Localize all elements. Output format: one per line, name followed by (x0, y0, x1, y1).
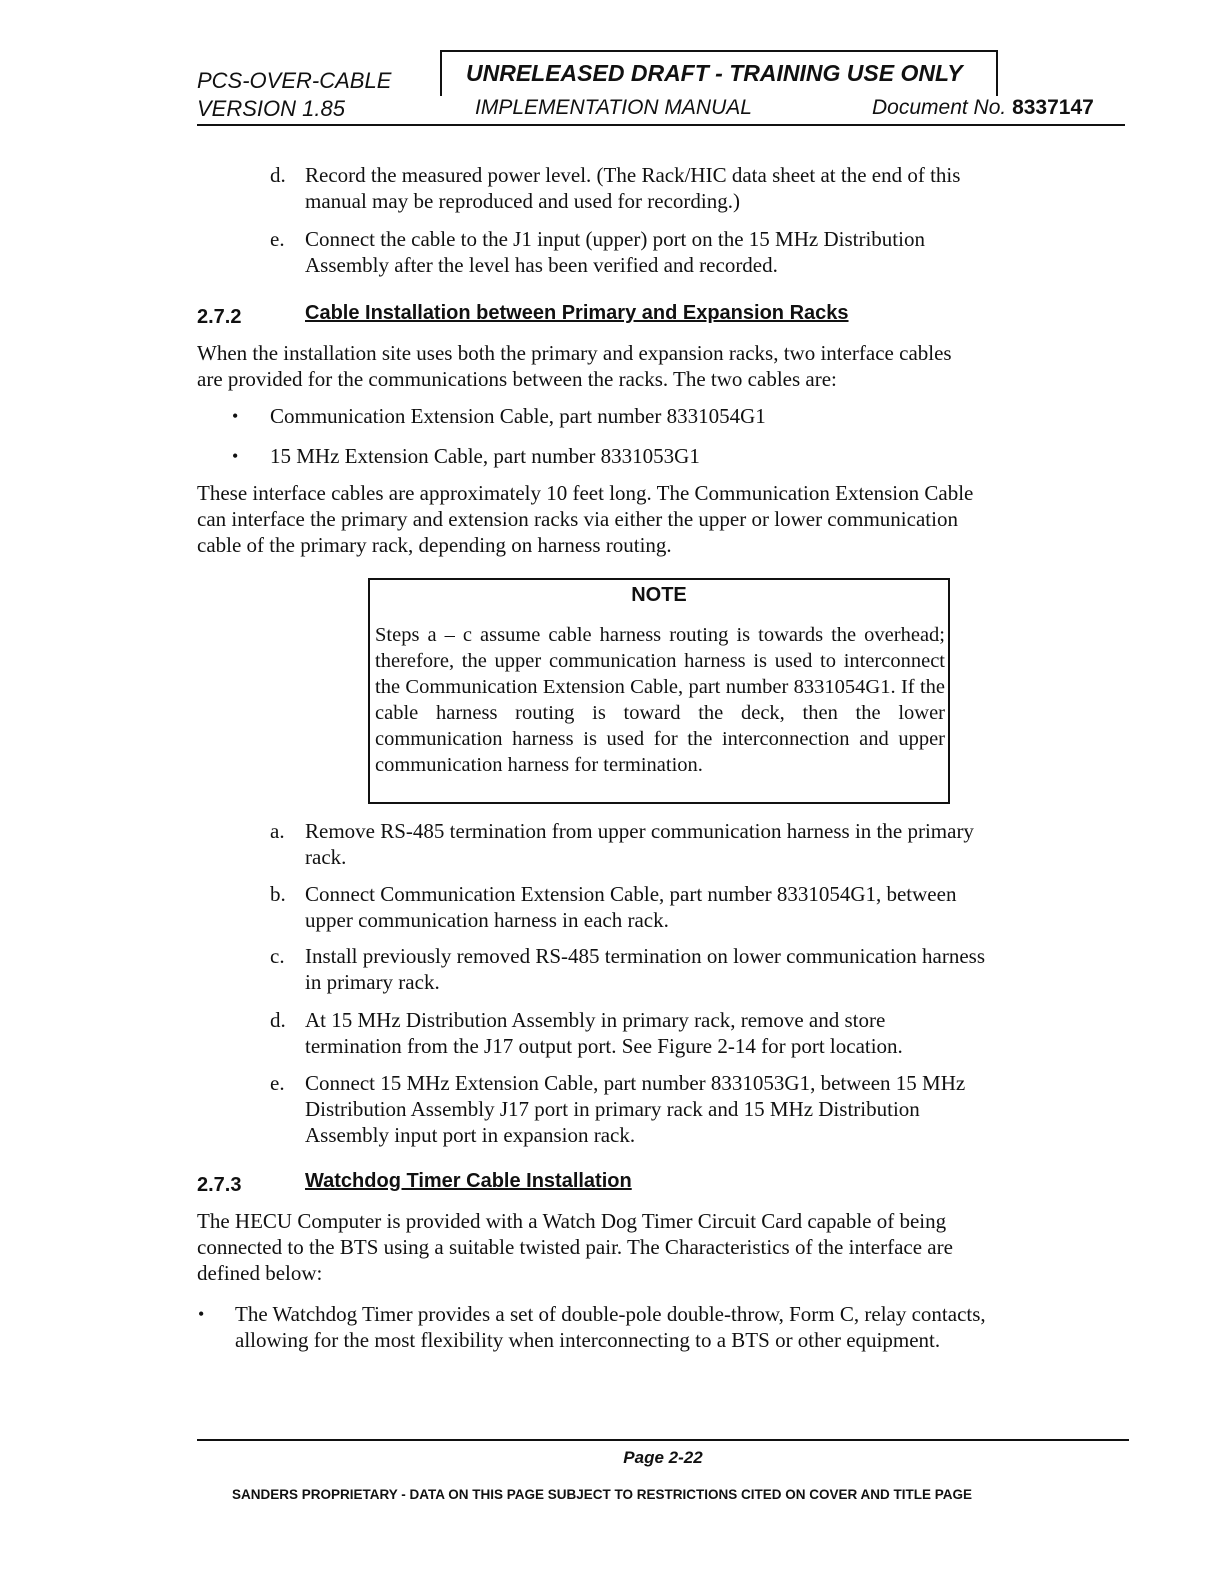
step-letter: e. (270, 1071, 285, 1095)
proprietary-notice: SANDERS PROPRIETARY - DATA ON THIS PAGE SUBJECT TO RESTRICTIONS CITED ON COVER AND TITLE PAGE (232, 1487, 973, 1502)
paragraph-line: defined below: (197, 1261, 323, 1285)
page-number: Page 2-22 (623, 1448, 703, 1467)
doc-label: Document No. (872, 96, 1007, 119)
step-letter: d. (270, 1008, 286, 1032)
step-line: in primary rack. (305, 970, 440, 994)
step-line: rack. (305, 845, 347, 869)
step-line: Assembly after the level has been verified and recorded. (305, 253, 778, 277)
step-line: At 15 MHz Distribution Assembly in primary rack, remove and store (305, 1008, 886, 1032)
bullet-line: The Watchdog Timer provides a set of double-pole double-throw, Form C, relay contacts, (235, 1302, 986, 1326)
step-line: upper communication harness in each rack. (305, 908, 669, 932)
step-line: Assembly input port in expansion rack. (305, 1123, 636, 1147)
header-rule (197, 124, 1125, 126)
bullet-item: 15 MHz Extension Cable, part number 8331053G1 (270, 444, 700, 468)
section-number: 2.7.2 (197, 306, 242, 328)
step-line: Connect Communication Extension Cable, part number 8331054G1, between (305, 882, 957, 906)
step-line: Remove RS-485 termination from upper communication harness in the primary (305, 819, 974, 843)
section-number: 2.7.3 (197, 1174, 242, 1196)
header-version: VERSION 1.85 (197, 96, 345, 121)
step-letter: e. (270, 227, 285, 251)
step-line: Connect 15 MHz Extension Cable, part number 8331053G1, between 15 MHz (305, 1071, 966, 1095)
paragraph-line: The HECU Computer is provided with a Watch Dog Timer Circuit Card capable of being (197, 1209, 947, 1233)
bullet-item: Communication Extension Cable, part number 8331054G1 (270, 404, 766, 428)
step-letter: a. (270, 819, 285, 843)
step-letter: c. (270, 944, 285, 968)
step-letter: d. (270, 163, 286, 187)
step-line: Install previously removed RS-485 termination on lower communication harness (305, 944, 986, 968)
header-product: PCS-OVER-CABLE (197, 68, 392, 93)
draft-banner: UNRELEASED DRAFT - TRAINING USE ONLY (466, 60, 963, 86)
document-number (872, 96, 1094, 120)
paragraph-line: cable of the primary rack, depending on harness routing. (197, 533, 672, 557)
step-line: termination from the J17 output port. See Figure 2-14 for port location. (305, 1034, 903, 1058)
step-letter: b. (270, 882, 286, 906)
bullet-line: allowing for the most flexibility when interconnecting to a BTS or other equipment. (235, 1328, 941, 1352)
paragraph-line: connected to the BTS using a suitable twisted pair. The Characteristics of the interface are (197, 1235, 953, 1259)
paragraph-line: When the installation site uses both the primary and expansion racks, two interface cables (197, 341, 952, 365)
step-line: manual may be reproduced and used for recording.) (305, 189, 740, 213)
manual-title: IMPLEMENTATION MANUAL (475, 96, 752, 119)
bullet-icon: • (232, 406, 239, 426)
note-body: Steps a – c assume cable harness routing is towards the overhead; therefore, the upper communication harness is used to interconnect the Communication Extension Cable, part number 8331054G1. If the cable harness routing is toward the deck, then the lower communication harness is used for the interconnection and upper communication harness for termination. (375, 624, 945, 776)
footer-rule (197, 1439, 1129, 1441)
bullet-icon: • (232, 446, 239, 466)
step-line: Record the measured power level. (The Rack/HIC data sheet at the end of this (305, 163, 961, 187)
paragraph-line: can interface the primary and extension racks via either the upper or lower communication (197, 507, 958, 531)
paragraph-line: are provided for the communications between the racks. The two cables are: (197, 367, 837, 391)
section-title: Cable Installation between Primary and Expansion Racks (305, 302, 849, 324)
section-title: Watchdog Timer Cable Installation (305, 1170, 632, 1192)
step-line: Distribution Assembly J17 port in primary rack and 15 MHz Distribution (305, 1097, 920, 1121)
note-title: NOTE (631, 584, 687, 606)
doc-number: 8337147 (1012, 96, 1094, 119)
bullet-icon: • (198, 1304, 205, 1324)
step-line: Connect the cable to the J1 input (upper) port on the 15 MHz Distribution (305, 227, 925, 251)
paragraph-line: These interface cables are approximately 10 feet long. The Communication Extension Cable (197, 481, 974, 505)
